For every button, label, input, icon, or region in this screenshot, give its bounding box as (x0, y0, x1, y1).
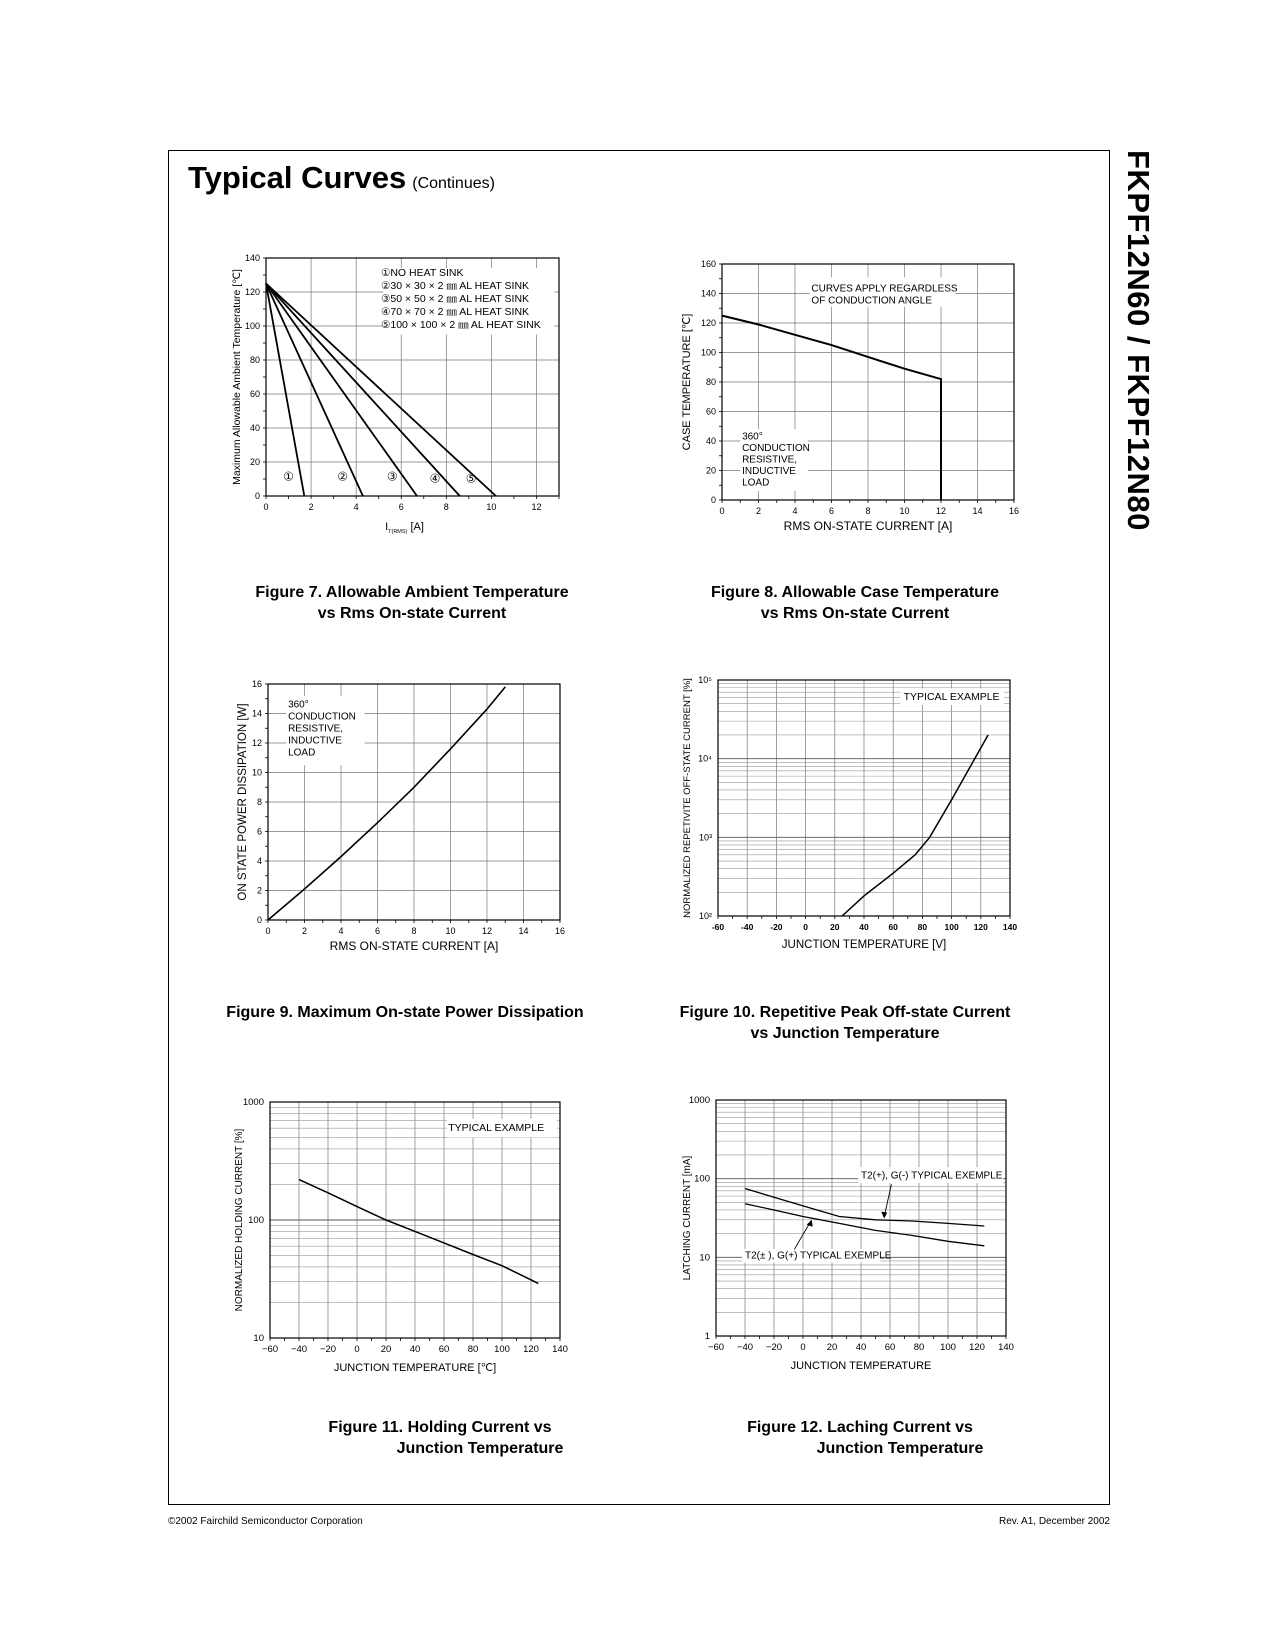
fig8-note1-line-2: OF CONDUCTION ANGLE (811, 295, 933, 307)
fig11-ytick-label-0: 10 (253, 1333, 264, 1344)
page-title (188, 160, 495, 196)
fig9-xtick-label-5: 10 (445, 926, 456, 936)
fig12-xtick-label-6: 60 (884, 1342, 896, 1353)
fig12-arrow-2 (794, 1222, 810, 1249)
fig11-xtick-label-7: 80 (467, 1344, 479, 1355)
figure-7-caption (240, 582, 584, 624)
fig11-xtick-label-10: 140 (552, 1344, 568, 1355)
fig10-xlabel: JUNCTION TEMPERATURE [V] (781, 939, 947, 951)
fig7-xtick-label-5: 10 (486, 502, 497, 512)
fig8-xtick-label-2: 4 (792, 506, 798, 516)
figure-8-caption-line1: Figure 8. Allowable Case Temperature (710, 584, 1000, 601)
figure-7-chart (226, 248, 596, 548)
fig7-ytick-label-1: 20 (249, 457, 260, 467)
figure-11-chart (226, 1086, 596, 1386)
fig9-xtick-label-3: 6 (374, 926, 381, 936)
part-number: FKPF12N60 / FKPF12N80 (1121, 150, 1156, 531)
fig9-note-line-4: INDUCTIVE (288, 735, 342, 747)
fig11-xtick-label-4: 20 (380, 1344, 392, 1355)
figure-10-caption (660, 1002, 1030, 1044)
fig7-xtick-label-2: 4 (353, 502, 359, 512)
figure-11-caption-line1: Figure 11. Holding Current vs (328, 1419, 552, 1436)
fig9-ytick-label-0: 0 (256, 915, 262, 925)
fig7-series-3-label: ③ (386, 469, 398, 484)
fig11-ytick-label-2: 1000 (242, 1097, 264, 1108)
fig12-xtick-label-3: 0 (800, 1342, 806, 1353)
figure-8-chart (676, 256, 1036, 551)
fig10-xtick-label-10: 140 (1002, 922, 1018, 932)
fig9-ytick-label-7: 14 (251, 708, 262, 719)
fig7-series-1-label: ① (283, 469, 294, 484)
fig12-ytick-label-3: 1000 (688, 1095, 710, 1106)
fig9-ytick-label-3: 6 (256, 826, 262, 837)
figure-12-caption-line2: Junction Temperature (816, 1440, 984, 1457)
fig10-note: TYPICAL EXAMPLE (903, 690, 1000, 703)
fig9-xtick-label-4: 8 (411, 926, 417, 936)
fig12-ylabel: LATCHING CURRENT [mA] (682, 1155, 693, 1281)
fig8-ytick-label-6: 120 (700, 318, 716, 328)
fig7-ytick-label-2: 40 (249, 423, 260, 433)
figure-12-caption-line1: Figure 12. Laching Current vs (747, 1419, 973, 1436)
figure-8-caption-line2: vs Rms On-state Current (760, 605, 950, 622)
fig7-ytick-label-4: 80 (249, 355, 260, 365)
fig7-ytick-label-5: 100 (244, 321, 260, 331)
fig7-xtick-label-6: 12 (531, 502, 542, 512)
fig12-xtick-label-0: −60 (707, 1342, 725, 1353)
fig10-xtick-label-4: 20 (830, 922, 840, 932)
fig9-xtick-label-0: 0 (265, 926, 271, 936)
fig12-arrow-1 (884, 1184, 891, 1216)
figure-7-caption-line2: vs Rms On-state Current (317, 605, 507, 622)
fig8-ytick-label-5: 100 (700, 347, 716, 358)
fig7-series-1-line (266, 284, 304, 497)
fig8-ytick-label-7: 140 (700, 288, 716, 299)
fig7-series-4-label: ④ (429, 471, 441, 486)
figure-12-caption (700, 1417, 1020, 1459)
fig10-xtick-label-5: 40 (859, 922, 869, 932)
fig8-xtick-label-7: 14 (972, 506, 983, 516)
fig9-ytick-label-2: 4 (256, 856, 262, 866)
fig7-xtick-label-1: 2 (308, 502, 314, 512)
fig7-ytick-label-7: 140 (244, 253, 260, 263)
fig8-xtick-label-3: 6 (828, 506, 835, 516)
fig7-ytick-label-6: 120 (244, 287, 260, 297)
fig9-note-line-2: CONDUCTION (288, 711, 356, 723)
fig8-note1-line-1: CURVES APPLY REGARDLESS (811, 283, 958, 295)
fig7-legend-item-5: ⑤100 × 100 × 2 ㎜ AL HEAT SINK (380, 318, 541, 331)
fig8-ylabel: CASE TEMPERATURE [℃] (681, 313, 693, 451)
fig12-xtick-label-1: −40 (736, 1342, 754, 1353)
figure-12-chart (670, 1084, 1040, 1384)
fig12-xtick-label-2: −20 (765, 1342, 783, 1353)
fig7-series-2-label: ② (337, 469, 349, 484)
fig12-xtick-label-8: 100 (940, 1342, 956, 1353)
figure-10-caption-line2: vs Junction Temperature (750, 1025, 940, 1042)
fig8-ytick-label-1: 20 (705, 465, 716, 476)
fig8-xtick-label-1: 2 (755, 506, 762, 516)
fig11-xtick-label-5: 40 (409, 1344, 421, 1355)
fig10-xtick-label-1: -40 (741, 922, 754, 932)
fig12-note1: T2(+), G(-) TYPICAL EXEMPLE (861, 1170, 1003, 1182)
fig8-ytick-label-8: 160 (700, 259, 716, 269)
fig9-xtick-label-8: 16 (554, 926, 566, 936)
fig10-xtick-label-2: -20 (770, 922, 783, 932)
fig12-xlabel: JUNCTION TEMPERATURE (790, 1360, 932, 1372)
fig9-ylabel: ON STATE POWER DISSIPATION [W] (237, 703, 249, 901)
fig7-xtick-label-3: 6 (398, 502, 404, 512)
fig9-ytick-label-6: 12 (251, 738, 262, 748)
fig7-legend-item-1: ①NO HEAT SINK (380, 266, 464, 279)
fig10-xtick-label-3: 0 (803, 922, 808, 932)
fig11-xtick-label-9: 120 (523, 1344, 539, 1355)
fig12-note2: T2(± ), G(+) TYPICAL EXEMPLE (745, 1250, 892, 1262)
fig11-note: TYPICAL EXAMPLE (448, 1121, 545, 1134)
fig9-xtick-label-7: 14 (518, 926, 529, 936)
fig12-xtick-label-10: 140 (998, 1342, 1014, 1353)
fig12-ytick-label-0: 1 (704, 1331, 710, 1342)
fig8-xtick-label-0: 0 (719, 506, 725, 516)
fig12-xtick-label-4: 20 (826, 1342, 838, 1353)
fig11-xtick-label-0: −60 (261, 1344, 279, 1355)
figure-10-chart (668, 668, 1038, 968)
fig9-xtick-label-1: 2 (301, 926, 308, 936)
fig7-xlabel: $I_{T(RMS)}$ [A] (385, 521, 424, 535)
fig10-xtick-label-9: 120 (973, 922, 988, 932)
fig9-note-line-1: 360° (288, 699, 309, 711)
fig8-note2-line-3: RESISTIVE, (742, 454, 798, 466)
figure-11-caption-line2: Junction Temperature (396, 1440, 564, 1457)
fig10-ytick-label-0: 10² (698, 911, 712, 921)
fig12-xtick-label-5: 40 (855, 1342, 867, 1353)
figure-9-chart (226, 672, 596, 967)
fig12-ytick-label-2: 100 (694, 1173, 710, 1185)
fig7-legend-item-2: ②30 × 30 × 2 ㎜ AL HEAT SINK (380, 279, 530, 292)
fig9-xlabel: RMS ON-STATE CURRENT [A] (329, 939, 499, 953)
fig8-ytick-label-3: 60 (705, 406, 716, 417)
fig7-xtick-label-4: 8 (443, 502, 449, 512)
fig11-xtick-label-3: 0 (354, 1344, 360, 1355)
fig12-series-1-line (745, 1189, 984, 1227)
fig12-xtick-label-9: 120 (969, 1342, 985, 1353)
fig11-xtick-label-6: 60 (438, 1344, 450, 1355)
fig9-ytick-label-1: 2 (256, 885, 262, 896)
fig11-xtick-label-2: −20 (319, 1344, 337, 1355)
fig12-ytick-label-1: 10 (699, 1252, 710, 1264)
fig10-ytick-label-3: 10⁵ (698, 675, 712, 685)
fig8-ytick-label-2: 40 (705, 436, 716, 446)
fig9-note-line-3: RESISTIVE, (288, 723, 344, 735)
fig8-ytick-label-4: 80 (705, 377, 716, 387)
fig9-ytick-label-8: 16 (251, 679, 262, 689)
fig11-ytick-label-1: 100 (248, 1215, 264, 1226)
fig8-xtick-label-5: 10 (899, 506, 910, 516)
fig10-xtick-label-8: 100 (944, 922, 959, 932)
fig9-ytick-label-4: 8 (256, 797, 262, 807)
fig8-note2-line-2: CONDUCTION (742, 443, 810, 455)
fig10-xtick-label-0: -60 (711, 922, 725, 932)
fig10-ytick-label-2: 10⁴ (698, 753, 712, 764)
figure-10-caption-line1: Figure 10. Repetitive Peak Off-state Current (679, 1004, 1011, 1021)
fig10-ytick-label-1: 10³ (698, 832, 712, 843)
fig7-ytick-label-3: 60 (249, 389, 260, 399)
fig12-arrowhead-2 (807, 1220, 813, 1227)
footer-copyright: ©2002 Fairchild Semiconductor Corporation (168, 1516, 363, 1527)
fig12-arrowhead-1 (881, 1212, 887, 1219)
figure-9-caption-line1: Figure 9. Maximum On-state Power Dissipation (226, 1004, 584, 1021)
fig8-note2-line-4: INDUCTIVE (742, 466, 796, 478)
fig8-note2-line-1: 360° (742, 431, 763, 443)
fig7-legend-item-3: ③50 × 50 × 2 ㎜ AL HEAT SINK (380, 292, 530, 305)
fig12-xtick-label-7: 80 (913, 1342, 925, 1353)
fig8-xlabel: RMS ON-STATE CURRENT [A] (783, 519, 953, 533)
figure-7-caption-line1: Figure 7. Allowable Ambient Temperature (255, 584, 569, 601)
fig8-ytick-label-0: 0 (710, 495, 716, 505)
fig9-xtick-label-2: 4 (338, 926, 344, 936)
fig7-ylabel: Maximum Allowable Ambient Temperature [℃] (231, 269, 243, 485)
fig8-xtick-label-8: 16 (1008, 506, 1020, 516)
fig11-xtick-label-8: 100 (494, 1344, 510, 1355)
fig10-ylabel: NORMALIZED REPETIVITE OFF-STATE CURRENT [%] (682, 678, 693, 918)
fig11-ylabel: NORMALIZED HOLDING CURRENT [%] (234, 1128, 245, 1312)
fig11-xtick-label-1: −40 (290, 1344, 308, 1355)
fig7-series-2-line (266, 284, 363, 497)
title-subtitle: (Continues) (412, 175, 495, 192)
title-text: Typical Curves (188, 160, 407, 195)
fig9-ytick-label-5: 10 (251, 767, 262, 778)
fig7-series-5-label: ⑤ (465, 471, 477, 486)
fig8-xtick-label-4: 8 (865, 506, 871, 516)
fig7-ytick-label-0: 0 (254, 491, 260, 501)
fig11-xlabel: JUNCTION TEMPERATURE [℃] (333, 1362, 497, 1374)
figure-11-caption (270, 1417, 610, 1459)
fig8-note2-line-5: LOAD (742, 477, 770, 489)
fig7-xtick-label-0: 0 (263, 502, 269, 512)
fig10-xtick-label-7: 80 (917, 922, 928, 932)
fig10-xtick-label-6: 60 (888, 922, 898, 932)
footer-revision: Rev. A1, December 2002 (999, 1516, 1110, 1527)
fig7-legend-item-4: ④70 × 70 × 2 ㎜ AL HEAT SINK (380, 305, 530, 318)
fig9-xtick-label-6: 12 (481, 926, 493, 936)
figure-8-caption (690, 582, 1020, 624)
fig8-xtick-label-6: 12 (935, 506, 947, 516)
figure-9-caption (215, 1002, 595, 1023)
fig9-note-line-5: LOAD (288, 747, 316, 759)
